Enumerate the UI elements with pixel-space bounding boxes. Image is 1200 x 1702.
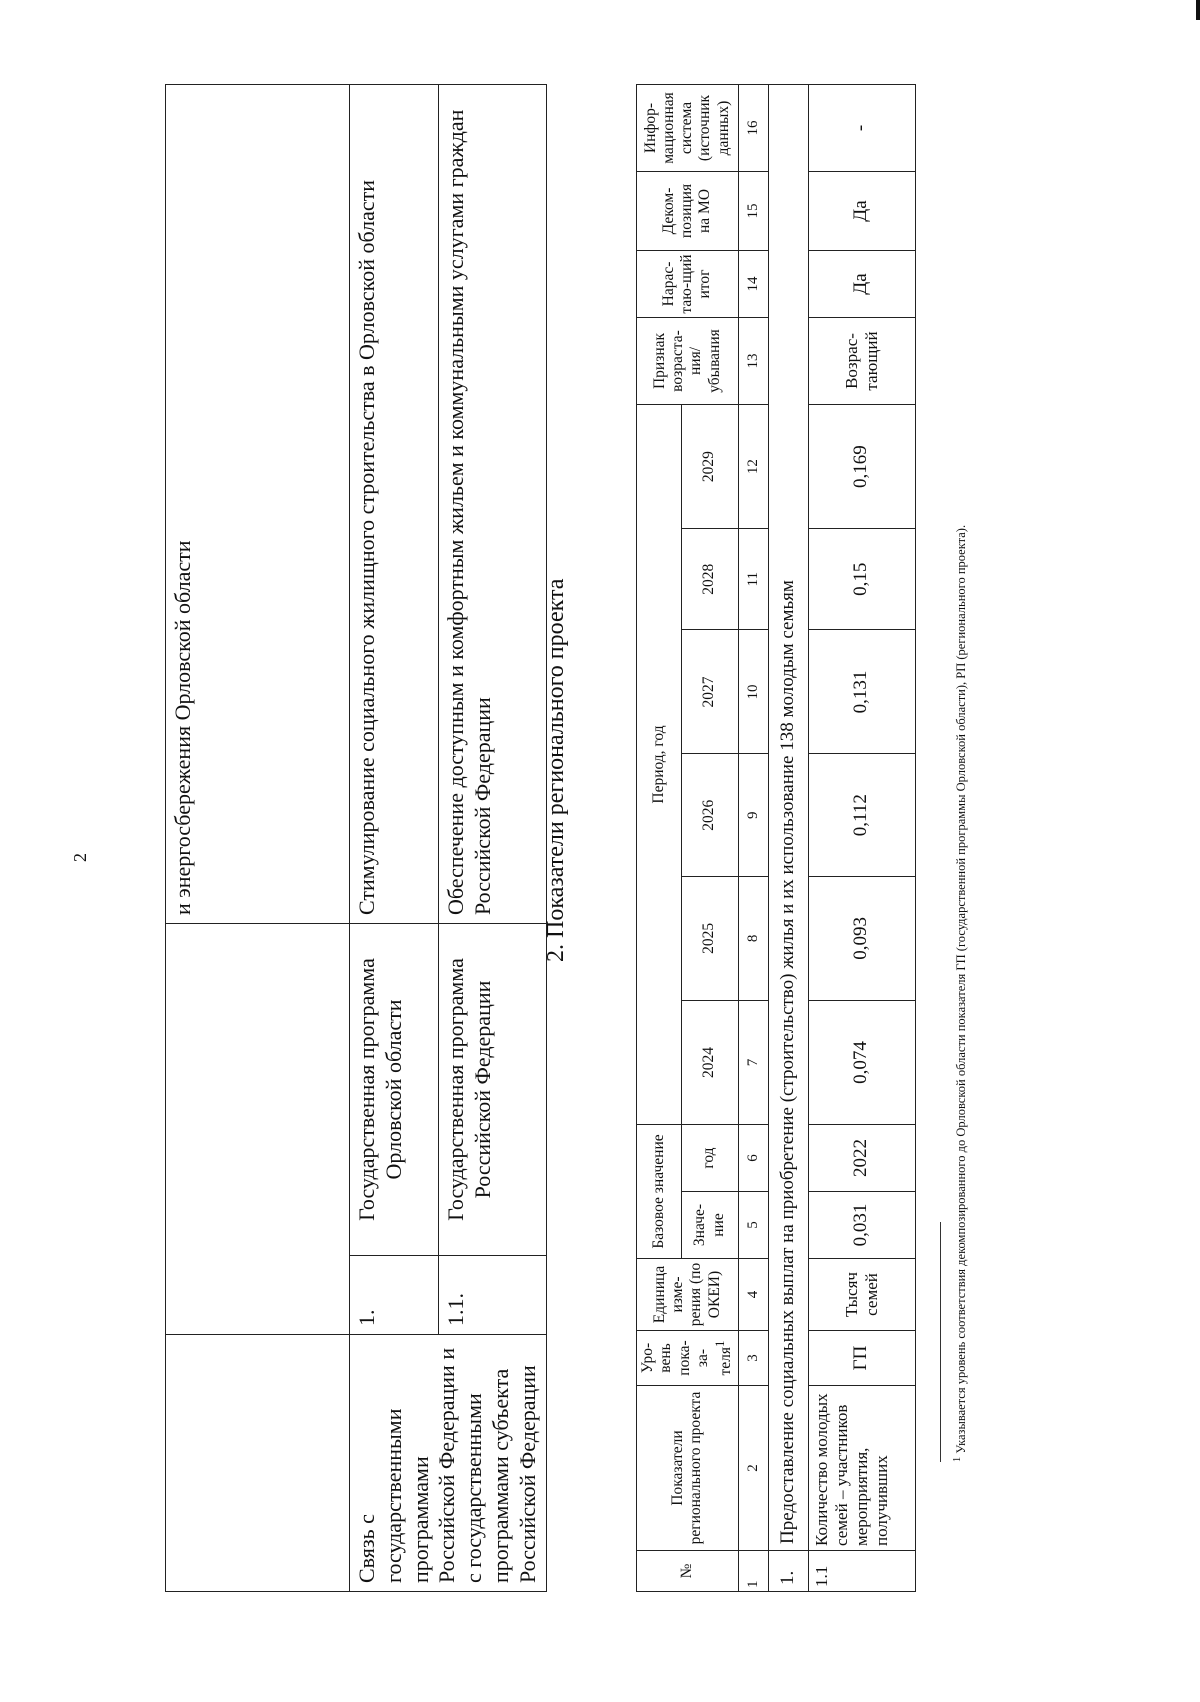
column-number: 6 (738, 1125, 769, 1192)
header-base-value: Значе-ние (681, 1192, 738, 1259)
year-value: 0,093 (808, 876, 915, 1000)
decomposition-value: Да (808, 172, 915, 251)
column-number: 4 (738, 1259, 769, 1331)
column-number: 12 (738, 405, 769, 529)
column-number: 8 (738, 876, 769, 1000)
indicator-level: ГП (808, 1331, 915, 1386)
column-number: 3 (738, 1331, 769, 1386)
base-value: 0,031 (808, 1192, 915, 1259)
header-year: 2026 (681, 754, 738, 876)
column-number: 16 (738, 85, 769, 172)
column-number: 15 (738, 172, 769, 251)
header-info-system: Инфор-мационная система (источник данных) (637, 85, 739, 172)
section-row (769, 85, 808, 1592)
header-year: 2024 (681, 1000, 738, 1124)
column-number: 13 (738, 318, 769, 405)
footnote-marker: 1 (952, 1456, 963, 1462)
info-system-value: - (808, 85, 915, 172)
column-number: 10 (738, 630, 769, 754)
section-number: 1. (769, 1551, 808, 1592)
year-value: 0,169 (808, 405, 915, 529)
year-value: 0,074 (808, 1000, 915, 1124)
links-row (350, 85, 439, 1592)
row-number: 1.1 (808, 1551, 915, 1592)
footnote-text: Указывается уровень соответствия декомпозированного до Орловской области показателя ГП (государственной программы Орловской области), РП (регионального проекта). (954, 524, 969, 1454)
header-decomposition: Деком-позиция на МО (637, 172, 739, 251)
column-number: 5 (738, 1192, 769, 1259)
links-label: Связь с государственными программами Российской Федерации и с государственными программами субъекта Российской Федерации (350, 1335, 547, 1592)
header-cumulative: Нарас-таю-щий итог (637, 251, 739, 318)
links-row-number: 1. (350, 1256, 439, 1335)
section-title-cell: Предоставление социальных выплат на приобретение (строительство) жилья и их использование 138 молодым семьям (769, 85, 808, 1551)
footnote-divider (940, 1222, 941, 1462)
column-number: 2 (738, 1386, 769, 1551)
trend-value: Возрас-тающий (808, 318, 915, 405)
year-value: 0,131 (808, 630, 915, 754)
year-value: 0,15 (808, 529, 915, 630)
header-year: 2027 (681, 630, 738, 754)
links-goal: Стимулирование социального жилищного строительства в Орловской области (350, 85, 439, 924)
indicators-table (636, 84, 916, 1592)
cumulative-value: Да (808, 251, 915, 318)
footnote (952, 525, 969, 1462)
links-goal: Обеспечение доступным и комфортным жильем и коммунальными услугами граждан Российской Федерации (439, 85, 547, 924)
header-year: 2029 (681, 405, 738, 529)
header-row (637, 85, 682, 1592)
header-base-year: год (681, 1125, 738, 1192)
header-year: 2025 (681, 876, 738, 1000)
links-program: Государственная программа Орловской области (350, 924, 439, 1256)
page-number: 2 (70, 853, 90, 862)
links-program: Государственная программа Российской Федерации (439, 924, 547, 1256)
table-row (808, 85, 915, 1592)
column-number: 9 (738, 754, 769, 876)
header-period: Период, год (637, 405, 682, 1125)
column-number: 14 (738, 251, 769, 318)
column-number: 7 (738, 1000, 769, 1124)
header-level-text: Уро-вень пока-за-теля (639, 1340, 735, 1376)
column-number: 11 (738, 529, 769, 630)
column-numbers-row (738, 85, 769, 1592)
header-unit: Единица изме-рения (по ОКЕИ) (637, 1259, 739, 1331)
footnote-marker: 1 (712, 1340, 728, 1347)
column-number: 1 (738, 1551, 769, 1592)
links-top-text: и энергосбережения Орловской области (166, 85, 350, 924)
header-indicator: Показатели регионального проекта (637, 1386, 739, 1551)
base-year: 2022 (808, 1125, 915, 1192)
indicator-unit: Тысяч семей (808, 1259, 915, 1331)
section-title: 2. Показатели регионального проекта (543, 578, 569, 962)
header-level (637, 1331, 739, 1386)
links-top-row (166, 85, 350, 1592)
indicator-name: Количество молодых семей – участников мероприятия, получивших (808, 1386, 915, 1551)
header-year: 2028 (681, 529, 738, 630)
links-row-number: 1.1. (439, 1256, 547, 1335)
year-value: 0,112 (808, 754, 915, 876)
programs-links-table (165, 84, 547, 1592)
header-trend: Признак возраста-ния/ убывания (637, 318, 739, 405)
links-top-empty-cell (166, 1335, 350, 1592)
header-base: Базовое значение (637, 1125, 682, 1259)
links-top-empty-cell (166, 924, 350, 1335)
header-num: № (637, 1551, 739, 1592)
